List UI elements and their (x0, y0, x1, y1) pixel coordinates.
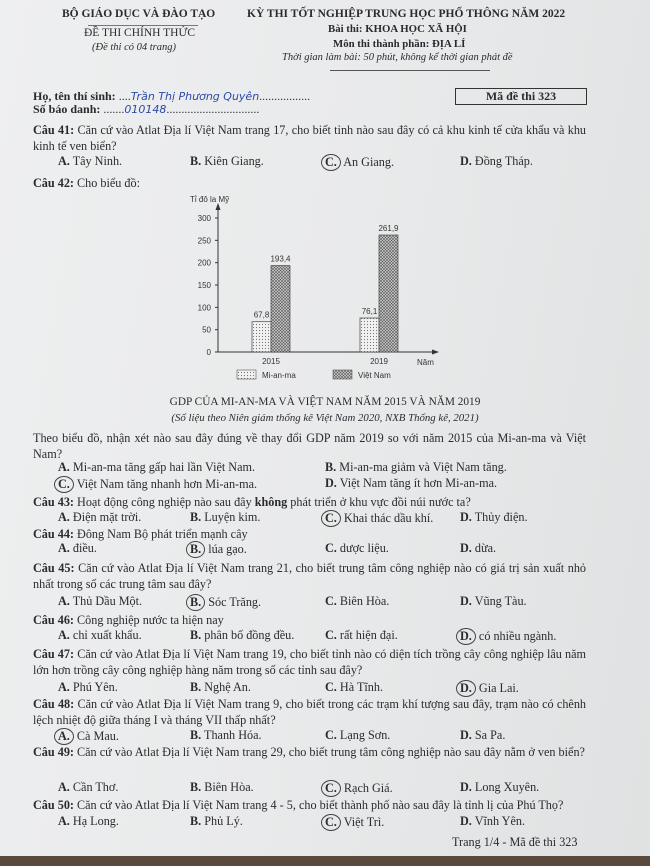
answer-option[interactable] (58, 154, 122, 169)
answer-option[interactable] (325, 628, 398, 643)
option-letter: B. (190, 154, 202, 168)
option-letter: C. (325, 680, 337, 694)
option-letter: D. (460, 814, 472, 828)
exam-code-box: Mã đề thi 323 (455, 88, 587, 105)
answer-option[interactable] (325, 814, 384, 831)
option-letter: B. (190, 728, 202, 742)
y-tick-label: 250 (197, 236, 211, 246)
bar-mi-an-ma (360, 318, 379, 352)
question-body: phát triển ở khu vực đồi núi nước ta? (287, 495, 471, 509)
option-text: Thanh Hóa. (204, 728, 262, 742)
question-body: Căn cứ vào Atlat Địa lí Việt Nam trang 29, cho biết trung tâm công nghiệp nào sau đây nằm ở ven biển? (77, 745, 585, 759)
option-text: rất hiện đại. (339, 628, 398, 642)
option-text: Cà Mau. (76, 729, 119, 743)
option-text: Khai thác dầu khí. (343, 511, 434, 525)
question-text (33, 744, 586, 760)
y-tick-label: 300 (197, 214, 211, 223)
answer-option[interactable] (190, 680, 251, 695)
candidate-name-row: Họ, tên thí sinh: ....Trần Thị Phương Quyên................. (33, 89, 311, 103)
option-text: dược liệu. (339, 541, 389, 555)
legend-label: Việt Nam (358, 371, 391, 380)
legend-swatch (333, 370, 352, 379)
answer-option[interactable] (325, 680, 383, 695)
option-letter: B. (190, 814, 202, 828)
circled-option-letter: D. (456, 680, 476, 697)
y-axis-arrow-icon (216, 203, 221, 210)
answer-option[interactable] (325, 780, 393, 797)
option-text: Biên Hòa. (339, 594, 390, 608)
answer-option[interactable] (58, 460, 255, 475)
question-body: Căn cứ vào Atlat Địa lí Việt Nam trang 21, cho biết trung tâm công nghiệp nào có giá trị sản xuất nhỏ nhất trong số các trung tâm sau đây? (33, 561, 587, 591)
option-text: Nghệ An. (204, 680, 251, 694)
question-number: Câu 48: (33, 697, 75, 711)
pages-note: (Đề thi có 04 trang) (92, 42, 176, 53)
answer-option[interactable] (460, 628, 556, 645)
option-text: chỉ xuất khẩu. (72, 628, 142, 642)
option-letter: D. (460, 154, 472, 168)
answer-option[interactable] (190, 154, 264, 169)
answer-option[interactable] (58, 541, 97, 556)
option-letter: B. (190, 680, 202, 694)
option-text: Tây Ninh. (72, 154, 123, 168)
data-label: 261,9 (378, 224, 399, 234)
option-text: Điện mặt trời. (72, 510, 142, 524)
option-text: phân bố đồng đều. (204, 628, 295, 642)
question-body: Căn cứ vào Atlat Địa lí Việt Nam trang 9, cho biết trong các trạm khí tượng sau đây, trạm nào có chênh lệch nhiệt độ giữa tháng I và tháng VII thấp nhất? (33, 697, 587, 727)
option-text: Luyện kim. (204, 510, 261, 524)
answer-option[interactable] (190, 594, 261, 611)
circled-option-letter: C. (321, 780, 341, 797)
question-number: Câu 49: (33, 745, 74, 759)
answer-option[interactable] (58, 476, 257, 493)
candidate-id-row: Số báo danh: .......010148............................... (33, 102, 260, 116)
answer-option[interactable] (460, 680, 519, 697)
x-axis-arrow-icon (432, 350, 439, 355)
id-value: 010148 (124, 103, 167, 116)
option-text: Kiên Giang. (204, 154, 264, 168)
option-letter: D. (460, 510, 472, 524)
legend-swatch (237, 370, 256, 379)
data-label: 76,1 (361, 307, 378, 317)
answer-option[interactable] (190, 510, 260, 525)
option-letter: A. (58, 680, 70, 694)
option-text: Việt Nam tăng ít hơn Mi-an-ma. (339, 476, 498, 490)
answer-option[interactable] (325, 476, 497, 491)
answer-option[interactable] (58, 728, 119, 745)
answer-option[interactable] (460, 780, 539, 795)
option-text: Vũng Tàu. (474, 594, 527, 608)
question-number: Câu 45: (33, 561, 75, 575)
option-text: Cần Thơ. (72, 780, 119, 794)
question-body: Cho biểu đồ: (77, 176, 140, 190)
question-body: Theo biểu đồ, nhận xét nào sau đây đúng về thay đổi GDP năm 2019 so với năm 2015 của Mi-an-ma và Việt Nam? (33, 431, 586, 461)
answer-option[interactable] (325, 510, 433, 527)
y-axis-label: Tỉ đô la Mỹ (190, 195, 230, 204)
data-label: 193,4 (270, 254, 291, 264)
page-footer: Trang 1/4 - Mã đề thi 323 (452, 835, 578, 849)
option-letter: A. (58, 510, 70, 524)
question-text (33, 526, 586, 542)
y-tick-label: 0 (206, 348, 211, 357)
question-text (33, 560, 586, 592)
question-text (33, 797, 586, 813)
option-text: dừa. (474, 541, 497, 555)
option-text: có nhiều ngành. (478, 629, 557, 643)
time-note: Thời gian làm bài: 50 phút, không kể thời gian phát đề (282, 52, 513, 63)
question-number: Câu 47: (33, 647, 75, 661)
subject: Môn thi thành phần: ĐỊA LÍ (333, 38, 466, 50)
option-text: Sóc Trăng. (208, 595, 262, 609)
option-text: Biên Hòa. (204, 780, 254, 794)
question-text (33, 494, 586, 510)
ministry-label: BỘ GIÁO DỤC VÀ ĐÀO TẠO (62, 8, 216, 20)
bar-vi-t-nam (271, 266, 290, 352)
question-number: Câu 50: (33, 798, 74, 812)
option-letter: D. (325, 476, 337, 490)
x-tick-label: 2019 (370, 357, 388, 366)
answer-option[interactable] (58, 680, 118, 695)
chart-source: (Số liệu theo Niên giám thống kê Việt Nam 2020, NXB Thống kê, 2021) (171, 412, 479, 424)
option-text: Lạng Sơn. (339, 728, 391, 742)
circled-option-letter: B. (186, 594, 205, 611)
question-text (33, 612, 586, 628)
answer-option[interactable] (58, 814, 119, 829)
data-label: 67,8 (253, 310, 270, 320)
option-text: Thủy điện. (474, 510, 528, 524)
answer-option[interactable] (190, 628, 294, 643)
answer-option[interactable] (190, 728, 262, 743)
option-text: Đồng Tháp. (474, 154, 533, 168)
circled-option-letter: C. (321, 510, 341, 527)
option-text: Thủ Dầu Một. (72, 594, 143, 608)
question-number: Câu 41: (33, 123, 75, 137)
answer-option[interactable] (460, 541, 496, 556)
option-text: Hà Tĩnh. (339, 680, 384, 694)
bar-mi-an-ma (252, 322, 271, 352)
answer-option[interactable] (58, 594, 142, 609)
question-body: Căn cứ vào Atlat Địa lí Việt Nam trang 4 - 5, cho biết thành phố nào sau đây là tỉnh lị của Phú Thọ? (77, 798, 564, 812)
circled-option-letter: A. (54, 728, 74, 745)
answer-option[interactable] (325, 541, 389, 556)
option-letter: A. (58, 814, 70, 828)
name-value: Trần Thị Phương Quyên (130, 90, 260, 103)
header-rule (330, 70, 490, 71)
answer-option[interactable] (460, 814, 525, 829)
chart-title: GDP CỦA MI-AN-MA VÀ VIỆT NAM NĂM 2015 VÀ NĂM 2019 (169, 396, 481, 408)
y-tick-label: 150 (197, 281, 211, 290)
option-letter: A. (58, 154, 70, 168)
option-letter: D. (460, 541, 472, 555)
answer-option[interactable] (58, 510, 141, 525)
question-number: Câu 46: (33, 613, 74, 627)
answer-option[interactable] (325, 154, 394, 171)
question-number: Câu 42: (33, 176, 74, 190)
official-label: ĐỀ THI CHÍNH THỨC (84, 27, 196, 39)
y-tick-label: 50 (202, 325, 211, 335)
answer-option[interactable] (325, 594, 389, 609)
answer-option[interactable] (460, 594, 527, 609)
x-tick-label: 2015 (262, 357, 280, 366)
option-letter: D. (460, 780, 472, 794)
answer-option[interactable] (190, 541, 247, 558)
circled-option-letter: C. (54, 476, 74, 493)
question-body: Đông Nam Bộ phát triển mạnh cây (77, 527, 248, 541)
circled-option-letter: D. (456, 628, 476, 645)
option-text: Mi-an-ma tăng gấp hai lần Việt Nam. (72, 460, 256, 474)
option-letter: A. (58, 628, 70, 642)
circled-option-letter: B. (186, 541, 205, 558)
question-text (33, 175, 586, 191)
legend-label: Mi-an-ma (262, 371, 296, 380)
circled-option-letter: C. (321, 154, 341, 171)
circled-option-letter: C. (321, 814, 341, 831)
option-text: Long Xuyên. (474, 780, 540, 794)
question-text (33, 430, 586, 462)
answer-option[interactable] (58, 780, 118, 795)
option-text: Mi-an-ma giảm và Việt Nam tăng. (339, 460, 507, 474)
question-body: Căn cứ vào Atlat Địa lí Việt Nam trang 19, cho biết tỉnh nào có diện tích trồng cây công nghiệp lâu năm lớn hơn trồng cây công nghiệp hàng năm trong số các tỉnh sau đây? (33, 647, 587, 677)
question-emphasis: không (254, 495, 288, 509)
gdp-bar-chart (180, 188, 455, 388)
question-number: Câu 43: (33, 495, 74, 509)
option-letter: B. (190, 628, 202, 642)
option-letter: B. (325, 460, 337, 474)
option-text: Vĩnh Yên. (474, 814, 526, 828)
answer-option[interactable] (190, 814, 243, 829)
option-text: Việt Trì. (343, 815, 385, 829)
option-text: Sa Pa. (474, 728, 506, 742)
option-text: lúa gạo. (208, 542, 247, 556)
option-letter: A. (58, 460, 70, 474)
bar-vi-t-nam (379, 235, 398, 352)
option-text: Gia Lai. (478, 681, 519, 695)
option-letter: C. (325, 728, 337, 742)
header-divider (88, 25, 198, 26)
option-letter: A. (58, 541, 70, 555)
option-text: Rạch Giá. (343, 781, 393, 795)
answer-option[interactable] (325, 460, 507, 475)
option-text: Phủ Lý. (204, 814, 243, 828)
answer-option[interactable] (190, 780, 254, 795)
question-text (33, 696, 586, 728)
answer-option[interactable] (460, 728, 505, 743)
name-label: Họ, tên thí sinh: (33, 89, 116, 103)
exam-title: KỲ THI TỐT NGHIỆP TRUNG HỌC PHỔ THÔNG NĂM 2022 (247, 8, 566, 20)
answer-option[interactable] (460, 154, 533, 169)
option-letter: B. (190, 780, 202, 794)
subject-group: Bài thi: KHOA HỌC XÃ HỘI (328, 23, 467, 35)
option-letter: D. (460, 728, 472, 742)
option-letter: C. (325, 628, 337, 642)
y-tick-label: 200 (197, 258, 211, 268)
option-text: An Giang. (343, 155, 395, 169)
answer-option[interactable] (460, 510, 528, 525)
option-letter: B. (190, 510, 202, 524)
answer-option[interactable] (325, 728, 390, 743)
option-letter: A. (58, 780, 70, 794)
question-body: Căn cứ vào Atlat Địa lí Việt Nam trang 17, cho biết tỉnh nào sau đây có cả khu kinh tế cửa khẩu và khu kinh tế ven biển? (33, 123, 587, 153)
question-number: Câu 44: (33, 527, 74, 541)
option-text: Hạ Long. (72, 814, 119, 828)
question-text-part: Hoạt động công nghiệp nào sau đây (77, 495, 255, 509)
option-letter: D. (460, 594, 472, 608)
option-letter: C. (325, 594, 337, 608)
option-letter: A. (58, 594, 70, 608)
option-letter: C. (325, 541, 337, 555)
answer-option[interactable] (58, 628, 142, 643)
id-label: Số báo danh: (33, 102, 101, 116)
x-axis-label: Năm (417, 358, 434, 367)
question-body: Công nghiệp nước ta hiện nay (77, 613, 224, 627)
question-text (33, 646, 586, 678)
y-tick-label: 100 (197, 303, 211, 313)
question-text (33, 122, 586, 154)
option-text: Phú Yên. (72, 680, 118, 694)
option-text: Việt Nam tăng nhanh hơn Mi-an-ma. (76, 477, 258, 491)
table-edge (0, 856, 650, 866)
option-text: điều. (72, 541, 97, 555)
